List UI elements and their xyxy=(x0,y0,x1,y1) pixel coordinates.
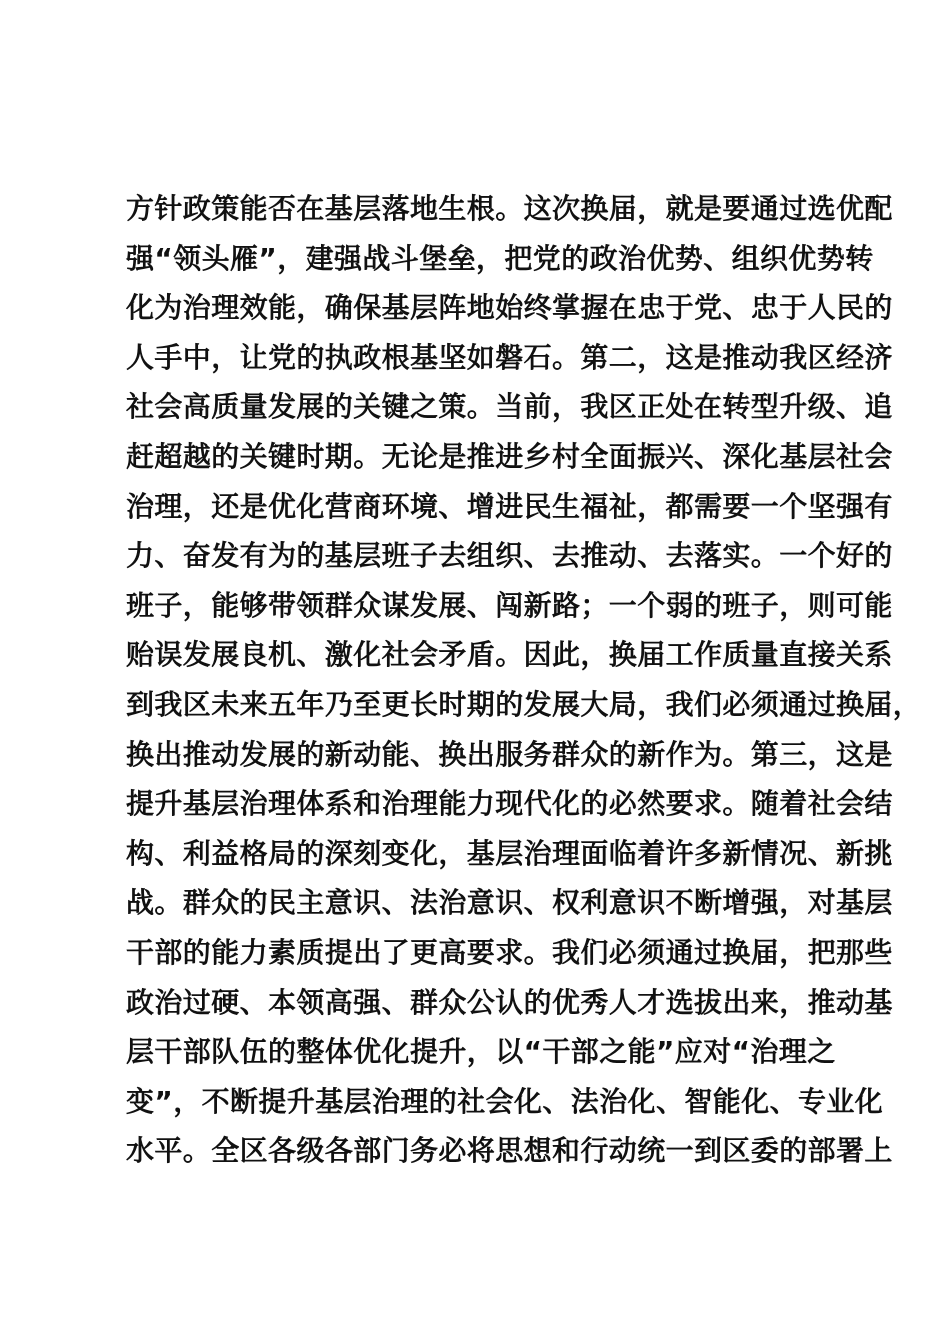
text-line: 贻误发展良机、激化社会矛盾。因此，换届工作质量直接关系 xyxy=(126,638,893,672)
body-text xyxy=(126,184,922,1176)
text-line: 战。群众的民主意识、法治意识、权利意识不断增强，对基层 xyxy=(126,886,893,920)
text-line: 班子，能够带领群众谋发展、闯新路；一个弱的班子，则可能 xyxy=(126,588,893,622)
text-line: 变”，不断提升基层治理的社会化、法治化、智能化、专业化 xyxy=(126,1084,884,1118)
text-line: 赶超越的关键时期。无论是推进乡村全面振兴、深化基层社会 xyxy=(126,439,893,473)
text-line: 构、利益格局的深刻变化，基层治理面临着许多新情况、新挑 xyxy=(126,836,893,870)
text-line: 层干部队伍的整体优化提升，以“干部之能”应对“治理之 xyxy=(126,1035,836,1069)
text-line: 社会高质量发展的关键之策。当前，我区正处在转型升级、追 xyxy=(126,390,893,424)
text-line: 强“领头雁”，建强战斗堡垒，把党的政治优势、组织优势转 xyxy=(126,241,874,275)
text-line: 政治过硬、本领高强、群众公认的优秀人才选拔出来，推动基 xyxy=(126,985,893,1019)
text-line: 到我区未来五年乃至更长时期的发展大局，我们必须通过换届， xyxy=(126,687,922,721)
text-line: 提升基层治理体系和治理能力现代化的必然要求。随着社会结 xyxy=(126,787,893,821)
text-line: 化为治理效能，确保基层阵地始终掌握在忠于党、忠于人民的 xyxy=(126,291,893,325)
text-line: 干部的能力素质提出了更高要求。我们必须通过换届，把那些 xyxy=(126,935,893,969)
text-line: 人手中，让党的执政根基坚如磐石。第二，这是推动我区经济 xyxy=(126,340,893,374)
text-line: 治理，还是优化营商环境、增进民生福祉，都需要一个坚强有 xyxy=(126,489,893,523)
text-line: 方针政策能否在基层落地生根。这次换届，就是要通过选优配 xyxy=(126,192,893,225)
text-line: 力、奋发有为的基层班子去组织、去推动、去落实。一个好的 xyxy=(126,539,893,573)
text-line: 换出推动发展的新动能、换出服务群众的新作为。第三，这是 xyxy=(126,737,893,771)
text-line: 水平。全区各级各部门务必将思想和行动统一到区委的部署上 xyxy=(126,1134,893,1168)
